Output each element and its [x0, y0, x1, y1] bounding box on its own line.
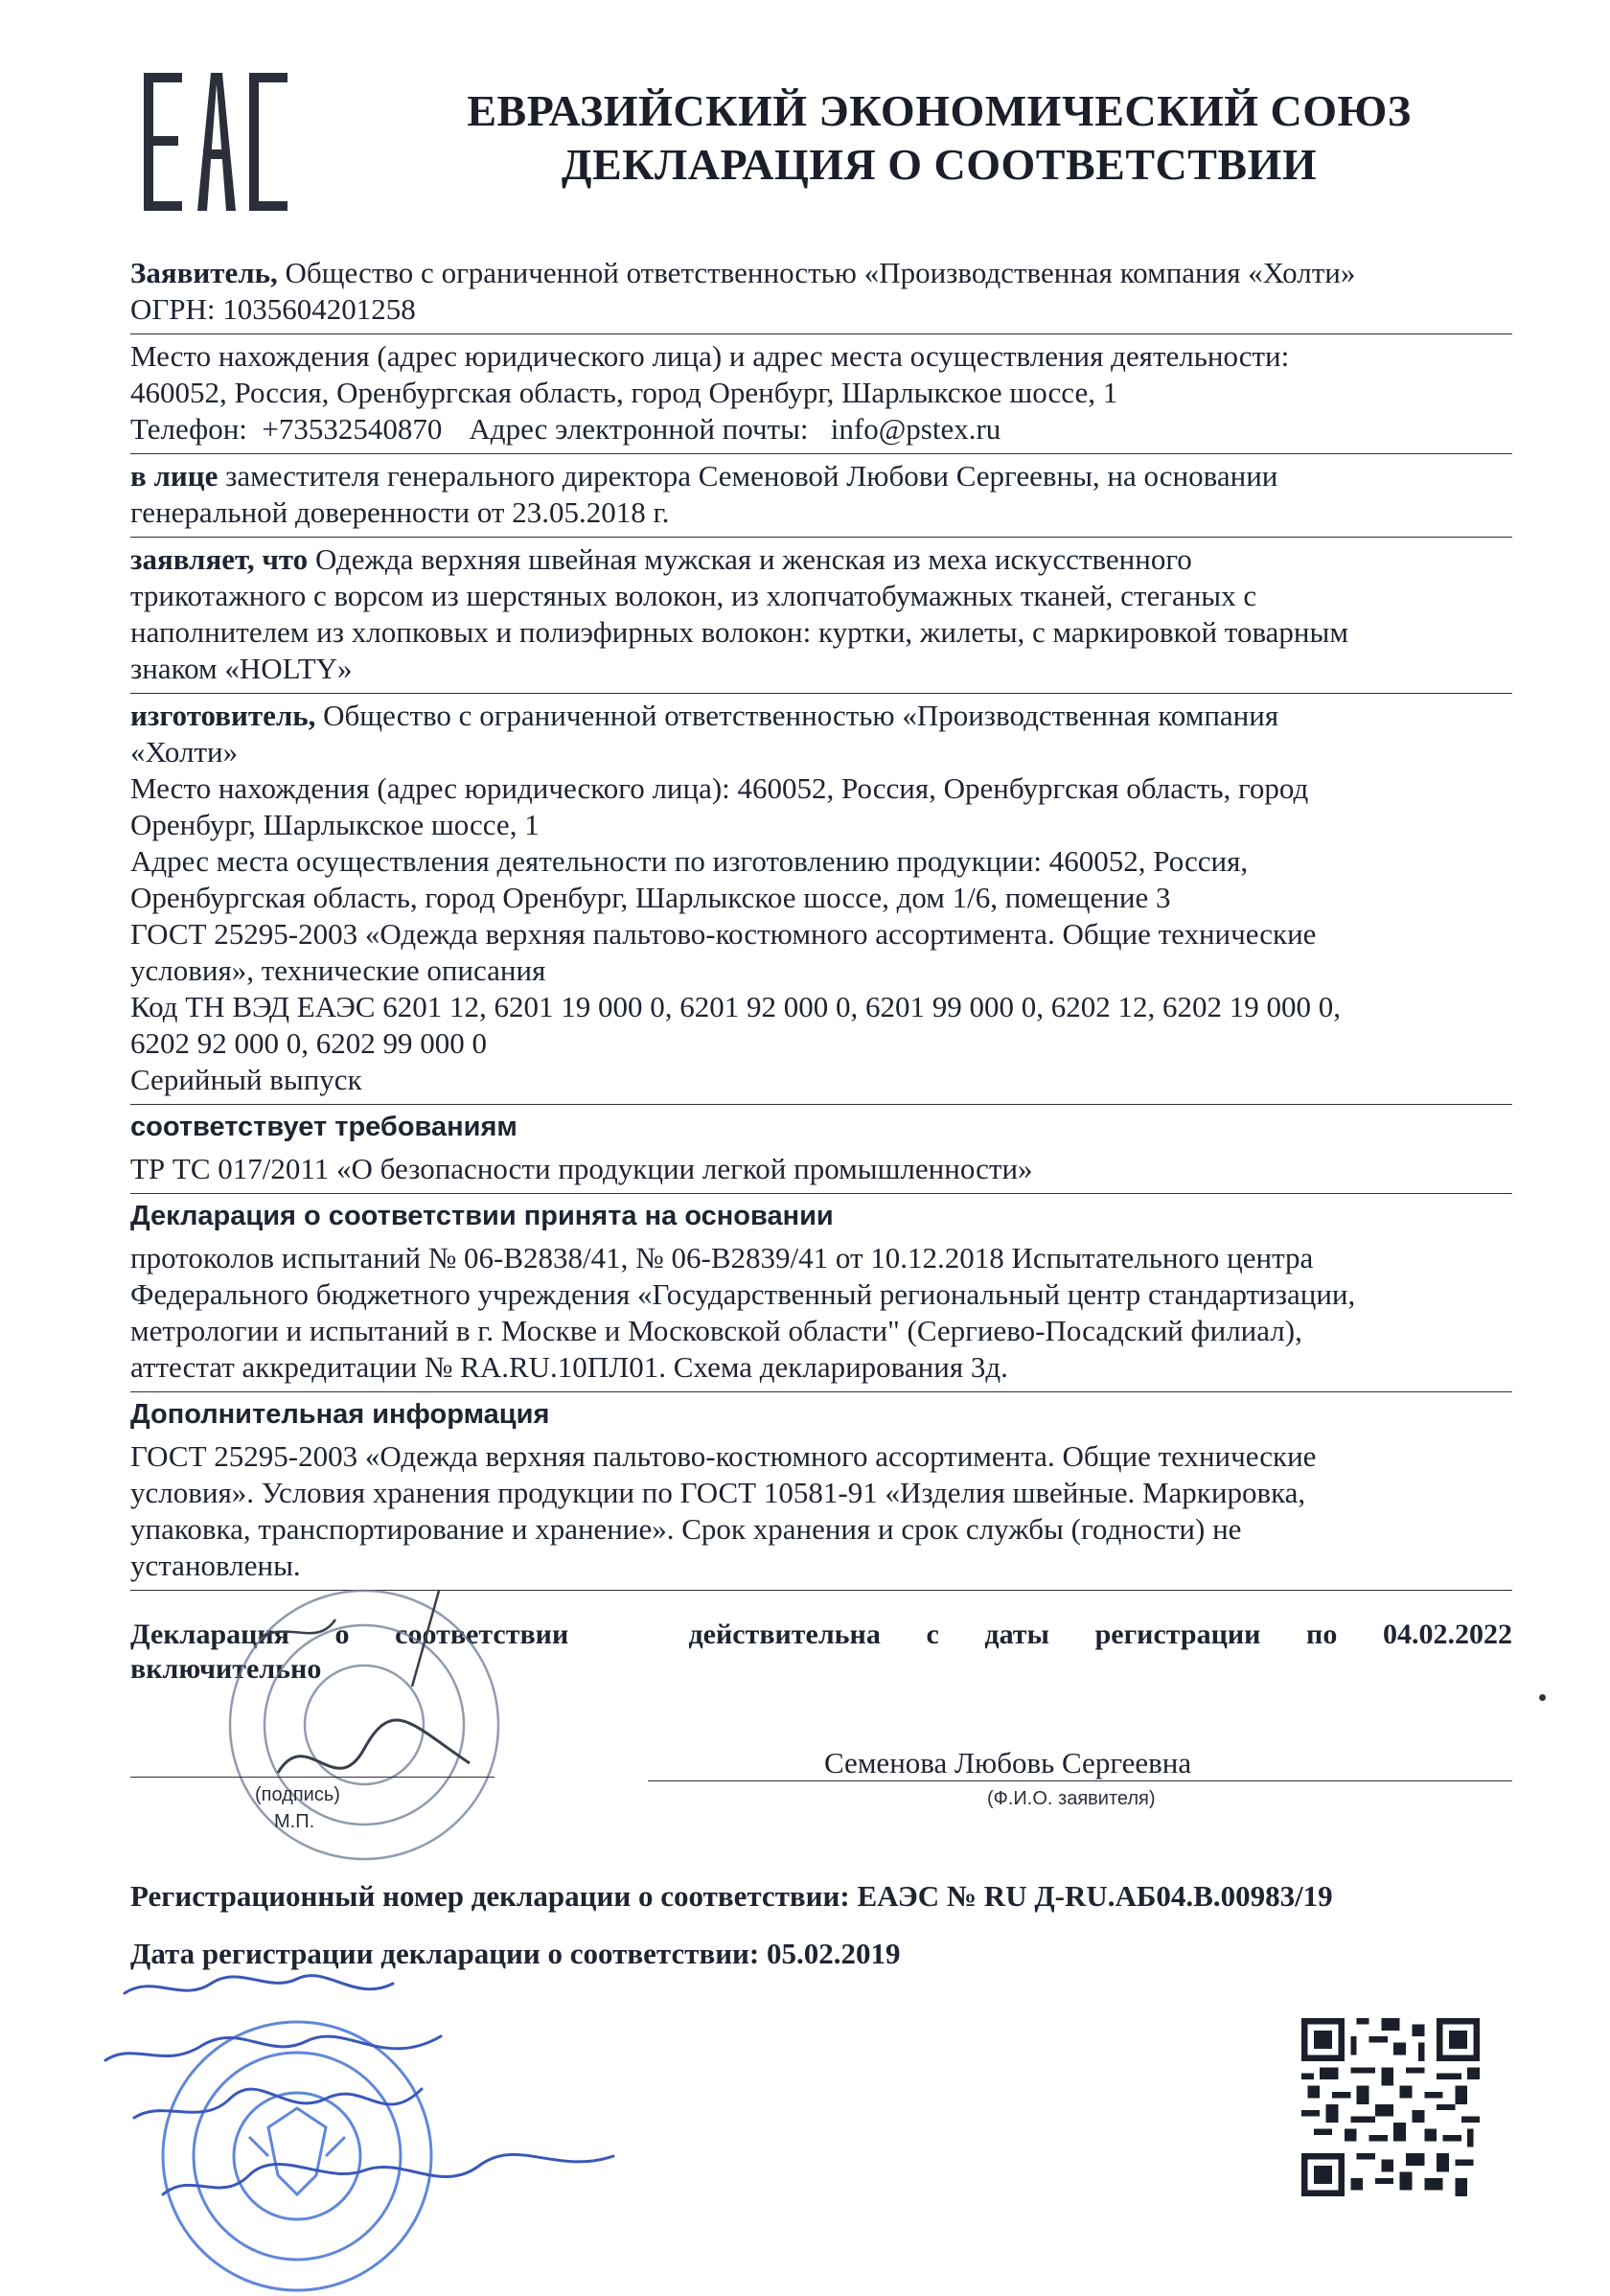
additional-block — [130, 1392, 1512, 1591]
applicant-ogrn: ОГРН: 1035604201258 — [130, 292, 416, 326]
validity-line-2: включительно — [130, 1653, 322, 1685]
applicant-name: Общество с ограниченной ответственностью «Производственная компания «Холти» — [285, 256, 1356, 289]
applicant-block — [130, 251, 1512, 334]
validity-word-8: по — [1306, 1619, 1338, 1650]
serial-release: Серийный выпуск — [130, 1063, 362, 1096]
declares-label: заявляет, что — [130, 542, 309, 576]
additional-line-3: упаковка, транспортирование и хранение». Срок хранения и срок службы (годности) не — [130, 1512, 1242, 1546]
signature-caption: (подпись) — [255, 1784, 340, 1805]
validity-word-3: соответствии — [395, 1619, 569, 1650]
declares-line-1: Одежда верхняя швейная мужская и женская из меха искусственного — [314, 542, 1192, 576]
declares-line-3: наполнителем из хлопковых и полиэфирных волокон: куртки, жилеты, с маркировкой товарным — [130, 615, 1348, 649]
manufacturer-location-1: Место нахождения (адрес юридического лица): 460052, Россия, Оренбургская область, город — [130, 771, 1309, 805]
representative-line-2: генеральной доверенности от 23.05.2018 г. — [130, 495, 670, 529]
representative-line-1: заместителя генерального директора Семеновой Любови Сергеевны, на основании — [225, 459, 1278, 493]
validity-word-6: даты — [984, 1619, 1049, 1650]
validity-word-7: регистрации — [1094, 1619, 1261, 1650]
registration-date: Дата регистрации декларации о соответствии: 05.02.2019 — [130, 1937, 901, 1970]
title-line-1: ЕВРАЗИЙСКИЙ ЭКОНОМИЧЕСКИЙ СОЮЗ — [467, 86, 1412, 135]
validity-word-5: с — [926, 1619, 939, 1650]
manufacturer-location-2: Оренбург, Шарлыкское шоссе, 1 — [130, 808, 540, 841]
ink-dot — [1539, 1694, 1546, 1701]
email-label: Адрес электронной почты: — [469, 412, 809, 446]
basis-heading: Декларация о соответствии принята на основании — [130, 1201, 834, 1231]
signer-caption: (Ф.И.О. заявителя) — [987, 1788, 1156, 1809]
additional-line-1: ГОСТ 25295-2003 «Одежда верхняя пальтово-костюмного ассортимента. Общие технические — [130, 1439, 1317, 1473]
manufacturer-label: изготовитель, — [130, 699, 316, 732]
validity-word-4: действительна — [688, 1619, 881, 1650]
validity-word-1: Декларация — [130, 1619, 289, 1650]
email-value: info@pstex.ru — [830, 412, 1001, 446]
declares-line-4: знаком «HOLTY» — [130, 652, 353, 685]
address-line-2: 460052, Россия, Оренбургская область, город Оренбург, Шарлыкское шоссе, 1 — [130, 376, 1118, 409]
requirements-text: ТР ТС 017/2011 «О безопасности продукции легкой промышленности» — [130, 1152, 1033, 1185]
document-title — [364, 84, 1514, 192]
signer-name-line — [648, 1780, 1512, 1781]
address-line-1: Место нахождения (адрес юридического лица) и адрес места осуществления деятельности: — [130, 339, 1290, 373]
basis-line-2: Федерального бюджетного учреждения «Государственный региональный центр стандартизации, — [130, 1277, 1356, 1311]
title-line-2: ДЕКЛАРАЦИЯ О СООТВЕТСТВИИ — [561, 140, 1318, 189]
phone-value: +73532540870 — [262, 412, 443, 446]
signature-line — [130, 1777, 494, 1778]
declaration-body — [130, 251, 1512, 1591]
additional-line-4: установлены. — [130, 1549, 301, 1582]
representative-label: в лице — [130, 459, 218, 493]
manufacturer-block — [130, 694, 1512, 1105]
address-block — [130, 334, 1512, 454]
signer-name: Семенова Любовь Сергеевна — [824, 1746, 1192, 1779]
representative-block — [130, 454, 1512, 538]
qr-code — [1301, 2018, 1480, 2196]
declares-line-2: трикотажного с ворсом из шерстяных волокон, из хлопчатобумажных тканей, стеганых с — [130, 579, 1257, 612]
basis-line-4: аттестат аккредитации № RA.RU.10ПЛ01. Схема декларирования 3д. — [130, 1350, 1008, 1384]
seal-caption: М.П. — [274, 1811, 315, 1832]
applicant-label: Заявитель, — [130, 256, 278, 289]
code-line-2: 6202 92 000 0, 6202 99 000 0 — [130, 1026, 487, 1060]
declares-block — [130, 538, 1512, 694]
basis-block — [130, 1194, 1512, 1392]
registration-number: Регистрационный номер декларации о соответствии: ЕАЭС № RU Д-RU.АБ04.В.00983/19 — [130, 1879, 1333, 1913]
code-line-1: Код ТН ВЭД ЕАЭС 6201 12, 6201 19 000 0, 6201 92 000 0, 6201 99 000 0, 6202 12, 6202 19 000 0, — [130, 990, 1341, 1023]
production-address-1: Адрес места осуществления деятельности по изготовлению продукции: 460052, Россия, — [130, 844, 1249, 878]
basis-line-3: метрологии и испытаний в г. Москве и Московской области" (Сергиево-Посадский филиал), — [130, 1314, 1302, 1347]
basis-line-1: протоколов испытаний № 06-В2838/41, № 06-В2839/41 от 10.12.2018 Испытательного центра — [130, 1241, 1314, 1274]
blue-seal-stamp — [77, 1964, 690, 2296]
validity-word-2: о — [334, 1619, 350, 1650]
requirements-heading: соответствует требованиям — [130, 1112, 518, 1142]
gost-line-1: ГОСТ 25295-2003 «Одежда верхняя пальтово-костюмного ассортимента. Общие технические — [130, 917, 1317, 951]
manufacturer-line-2: «Холти» — [130, 735, 239, 769]
eac-logo — [144, 65, 289, 211]
production-address-2: Оренбургская область, город Оренбург, Шарлыкское шоссе, дом 1/6, помещение 3 — [130, 881, 1171, 914]
phone-label: Телефон: — [130, 412, 247, 446]
manufacturer-line-1: Общество с ограниченной ответственностью «Производственная компания — [323, 699, 1279, 732]
validity-date: 04.02.2022 — [1382, 1619, 1512, 1650]
additional-line-2: условия». Условия хранения продукции по ГОСТ 10581-91 «Изделия швейные. Маркировка, — [130, 1476, 1306, 1509]
gost-line-2: условия», технические описания — [130, 953, 546, 987]
additional-heading: Дополнительная информация — [130, 1399, 550, 1430]
round-seal-stamp — [220, 1581, 508, 1869]
requirements-block — [130, 1105, 1512, 1194]
